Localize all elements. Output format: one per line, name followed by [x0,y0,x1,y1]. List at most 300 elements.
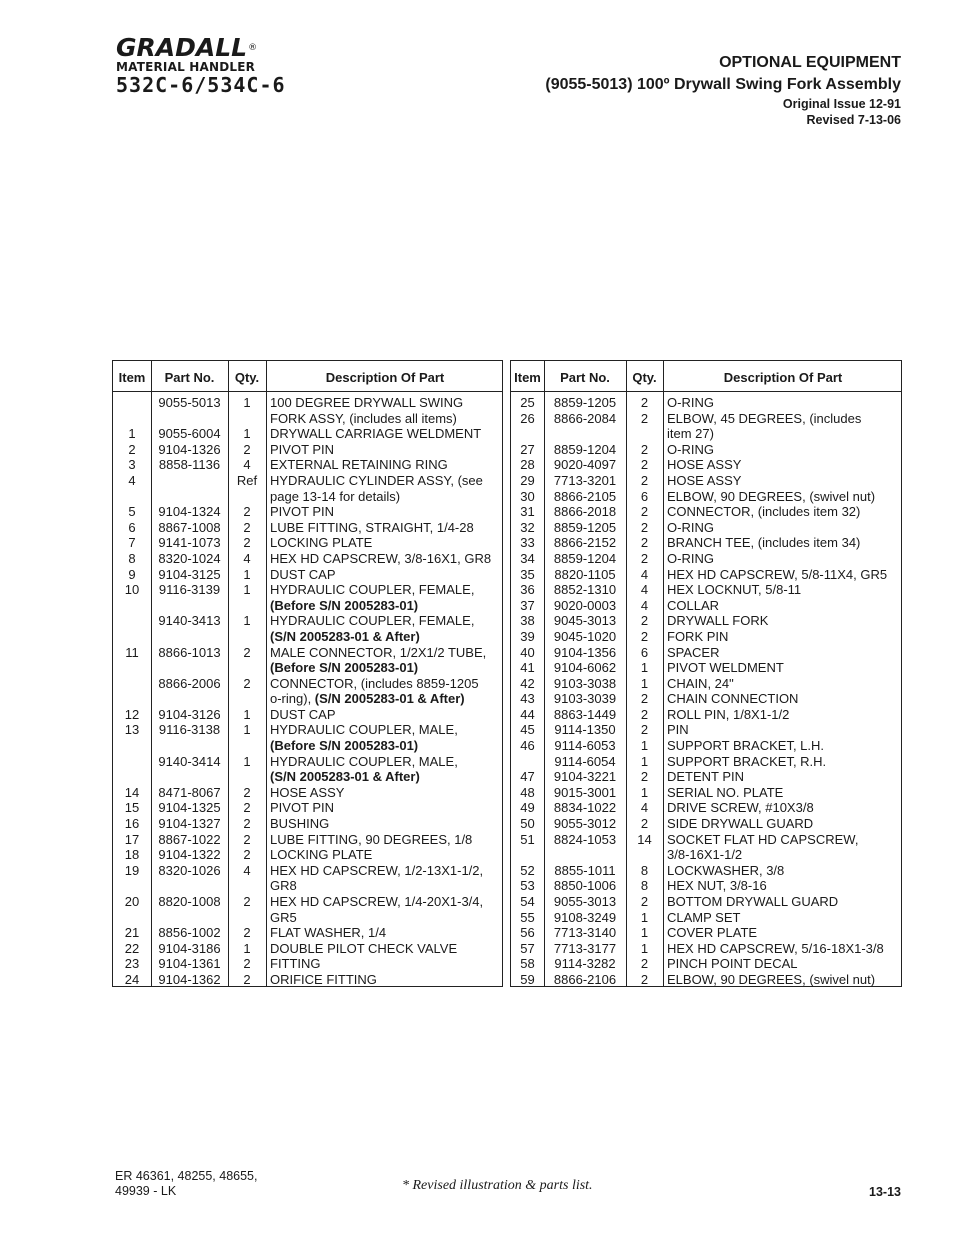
description-text: LOCKING PLATE [270,535,373,551]
part-number-cell: 9045-1020 [553,628,617,644]
quantity-cell: 2 [243,831,251,847]
description-cell [270,847,372,863]
quantity-cell: 2 [640,519,649,535]
quantity-cell: 1 [640,738,649,754]
quantity-cell: 2 [640,457,649,473]
table-row [511,504,901,520]
table-row [511,489,901,505]
part-number-cell: 8867-1008 [158,519,221,535]
table-row [511,972,901,988]
quantity-cell: 2 [640,550,649,566]
table-row [511,535,901,551]
quantity-cell: 2 [640,504,649,520]
part-number-cell: 9141-1073 [158,535,221,551]
part-number-cell: 9108-3249 [553,909,617,925]
description-cell [667,832,858,848]
item-cell: 8 [128,550,136,566]
item-cell: 30 [520,488,535,504]
item-cell: 44 [520,706,535,722]
item-cell: 20 [124,894,140,909]
table-row [113,847,502,863]
description-text: O-RING [667,395,714,410]
quantity-cell: 4 [243,550,251,566]
description-text: GR5 [270,909,297,925]
table-row [113,442,502,458]
description-text: CONNECTOR, (includes item 32) [667,504,861,520]
quantity-cell: 2 [640,410,649,426]
description-cell [270,941,457,957]
table-row [113,473,502,489]
table-row [511,785,901,801]
description-cell [667,676,734,692]
description-cell [270,878,297,894]
description-cell [667,551,714,567]
item-cell: 39 [520,628,535,644]
description-text: LUBE FITTING, 90 DEGREES, 1/8 [270,831,473,847]
description-text: PIN [667,722,689,738]
table-row [113,863,502,879]
description-text: HOSE ASSY [270,784,345,800]
part-number-cell: 9045-3013 [553,613,617,629]
description-text: SERIAL NO. PLATE [667,784,784,800]
quantity-cell: 2 [640,613,649,629]
part-number-cell: 8834-1022 [553,800,617,816]
description-text: DUST CAP [270,706,336,722]
description-cell [667,863,784,879]
description-text: DETENT PIN [667,769,745,785]
part-number-cell: 8866-2152 [553,535,617,551]
page-number: 13-13 [869,1185,901,1199]
description-text: SIDE DRYWALL GUARD [667,816,814,832]
part-number-cell: 9055-5013 [158,395,221,410]
quantity-cell: 2 [640,691,649,707]
table-row [511,910,901,926]
table-row [511,629,901,645]
quantity-cell: 2 [243,675,251,691]
description-cell [270,676,479,692]
part-number-cell: 7713-3177 [553,940,617,956]
description-cell [667,489,875,505]
table-body [113,395,502,988]
description-cell [667,707,789,723]
table-body [511,395,901,988]
description-cell [667,691,798,707]
description-text: HEX HD CAPSCREW, 1/4-20X1-3/4, [270,894,484,909]
description-cell [667,442,714,458]
description-text: DRIVE SCREW, #10X3/8 [667,800,814,816]
quantity-cell: 2 [243,847,251,863]
table-row [113,925,502,941]
description-text: HEX NUT, 3/8-16 [667,878,767,894]
table-row [511,878,901,894]
item-cell: 36 [520,582,535,598]
description-text: SPACER [667,644,720,660]
revision-note: * Revised illustration & parts list. [402,1178,593,1193]
description-cell [270,769,420,785]
description-cell [270,800,334,816]
table-row [511,863,901,879]
description-text: HYDRAULIC COUPLER, MALE, [270,753,458,769]
description-cell [270,645,486,661]
quantity-cell: 1 [640,753,649,769]
quantity-cell: 1 [640,784,649,800]
part-number-cell: 9104-1322 [158,847,221,863]
quantity-cell: 2 [243,644,251,660]
quantity-cell: 2 [640,769,649,785]
quantity-cell: 14 [637,831,652,847]
table-row [511,426,901,442]
part-number-cell: 9055-6004 [158,426,221,442]
part-number-cell: 8867-1022 [158,831,221,847]
description-text: DRYWALL FORK [667,613,769,629]
description-cell [667,769,744,785]
part-number-cell: 8820-1008 [158,894,221,909]
table-row [113,613,502,629]
item-cell: 10 [124,582,140,598]
description-cell [667,629,728,645]
table-row [113,754,502,770]
description-cell [667,972,875,988]
parts-table-right [510,360,902,987]
description-cell [270,660,418,676]
description-text: HYDRAULIC COUPLER, FEMALE, [270,582,475,598]
quantity-cell: 2 [243,971,251,987]
table-row [511,411,901,427]
table-row [113,645,502,661]
item-cell: 54 [520,894,535,909]
table-row [511,941,901,957]
part-number-cell: 8859-1204 [553,550,617,566]
part-number-cell: 9104-1361 [158,956,221,972]
item-cell: 50 [520,816,535,832]
description-cell [667,613,768,629]
description-text: FORK PIN [667,628,729,644]
part-number-cell: 9055-3013 [553,894,617,909]
quantity-cell: 4 [640,597,649,613]
item-cell: 33 [520,535,535,551]
part-number-cell: 9104-1362 [158,971,221,987]
description-cell [667,738,824,754]
item-cell: 23 [124,956,140,972]
description-cell [270,457,448,473]
description-cell [270,504,334,520]
part-number-cell: 9140-3413 [158,613,221,629]
part-number-cell: 9140-3414 [158,753,221,769]
col-header-desc: Description Of Part [325,370,445,385]
quantity-cell: 2 [243,956,251,972]
quantity-cell: 1 [640,925,649,941]
quantity-cell: 1 [243,395,251,410]
description-cell [270,629,420,645]
quantity-cell: Ref [236,472,258,488]
table-row [113,535,502,551]
description-text: LOCKWASHER, 3/8 [667,862,785,878]
description-text: CHAIN CONNECTION [667,691,799,707]
part-number-cell: 9114-3282 [554,956,616,972]
table-row [511,956,901,972]
table-row [511,676,901,692]
table-row [113,489,502,505]
item-cell: 28 [520,457,535,473]
item-cell: 27 [520,441,535,457]
description-text: PIVOT PIN [270,504,335,520]
description-text: HYDRAULIC COUPLER, FEMALE, [270,613,475,629]
description-text: COVER PLATE [667,925,758,941]
item-cell: 19 [124,862,140,878]
description-text: PIVOT WELDMENT [667,660,784,676]
description-text: BRANCH TEE, (includes item 34) [667,535,861,551]
col-header-item: Item [118,370,146,385]
quantity-cell: 6 [640,644,649,660]
table-row [113,504,502,520]
description-cell [270,925,386,941]
assembly-title: (9055-5013) 100º Drywall Swing Fork Assembly [545,76,901,93]
description-cell [270,613,474,629]
item-cell: 43 [520,691,535,707]
part-number-cell: 8866-1013 [158,644,221,660]
table-row [113,941,502,957]
part-number-cell: 8866-2106 [553,971,617,987]
er-line-1: ER 46361, 48255, 48655, [115,1169,258,1183]
description-text: HOSE ASSY [667,457,742,473]
serial-number-note: (S/N 2005283-01 & After) [270,769,420,785]
item-cell: 56 [520,925,535,941]
part-number-cell: 8859-1205 [553,519,617,535]
quantity-cell: 8 [640,862,649,878]
description-text: ELBOW, 90 DEGREES, (swivel nut) [667,488,876,504]
part-number-cell: 8824-1053 [553,831,617,847]
item-cell: 35 [520,566,535,582]
description-text: page 13-14 for details) [270,488,401,504]
table-row [511,738,901,754]
item-cell: 6 [128,519,136,535]
quantity-cell: 2 [640,894,649,909]
part-number-cell: 8471-8067 [158,784,221,800]
table-row [113,395,502,411]
serial-number-note: (S/N 2005283-01 & After) [314,691,465,707]
item-cell: 16 [124,816,140,832]
item-cell: 59 [520,971,535,987]
description-text: LUBE FITTING, STRAIGHT, 1/4-28 [270,519,474,535]
description-text: O-RING [667,519,714,535]
quantity-cell: 2 [640,816,649,832]
description-text: CHAIN, 24" [667,675,734,691]
table-row [511,832,901,848]
quantity-cell: 2 [243,441,251,457]
serial-number-note: (Before S/N 2005283-01) [270,597,419,613]
table-row [511,598,901,614]
quantity-cell: 1 [243,753,251,769]
item-cell: 46 [520,738,535,754]
description-text: 100 DEGREE DRYWALL SWING [270,395,464,410]
table-row [113,426,502,442]
item-cell: 26 [520,410,535,426]
quantity-cell: 2 [243,925,251,941]
description-text: MALE CONNECTOR, 1/2X1/2 TUBE, [270,644,487,660]
item-cell: 53 [520,878,535,894]
col-header-desc: Description Of Part [723,370,843,385]
description-text: HOSE ASSY [667,472,742,488]
table-row [511,769,901,785]
product-line: MATERIAL HANDLER [116,60,256,74]
serial-number-note: (Before S/N 2005283-01) [270,660,419,676]
quantity-cell: 2 [640,535,649,551]
item-cell: 22 [124,940,140,956]
item-cell: 2 [128,441,136,457]
item-cell: 55 [520,909,535,925]
table-row [113,785,502,801]
quantity-cell: 1 [243,722,251,738]
quantity-cell: 1 [640,940,649,956]
item-cell: 5 [128,504,136,520]
item-cell: 18 [124,847,140,863]
item-cell: 47 [520,769,535,785]
description-text: GR8 [270,878,297,894]
table-row [113,629,502,645]
part-number-cell: 8859-1204 [553,441,617,457]
part-number-cell: 8866-2006 [158,675,221,691]
quantity-cell: 2 [243,816,251,832]
part-number-cell: 8852-1310 [553,582,617,598]
quantity-cell: 2 [243,800,251,816]
table-row [113,582,502,598]
description-cell [270,598,418,614]
part-number-cell: 9104-1324 [158,504,221,520]
part-number-cell: 9103-3039 [553,691,617,707]
description-cell [667,598,719,614]
table-row [511,613,901,629]
part-number-cell: 8855-1011 [554,862,616,878]
part-number-cell: 9015-3001 [553,784,617,800]
description-text: PIVOT PIN [270,441,335,457]
description-text: o-ring), [270,691,315,707]
description-cell [270,738,418,754]
serial-number-note: (Before S/N 2005283-01) [270,738,419,754]
part-number-cell: 8320-1026 [158,862,221,878]
table-row [511,894,901,910]
table-row [113,520,502,536]
quantity-cell: 2 [640,956,649,972]
part-number-cell: 9020-4097 [553,457,617,473]
table-row [511,707,901,723]
description-cell [667,582,801,598]
quantity-cell: 8 [640,878,649,894]
description-cell [667,535,860,551]
description-text: BOTTOM DRYWALL GUARD [667,894,839,909]
part-number-cell: 8858-1136 [158,457,221,473]
description-text: HEX LOCKNUT, 5/8-11 [667,582,802,598]
table-row [113,457,502,473]
quantity-cell: 2 [640,628,649,644]
parts-table-left [112,360,503,987]
part-number-cell: 9020-0003 [553,597,617,613]
description-cell [667,785,783,801]
part-number-cell: 8866-2018 [553,504,617,520]
table-row [113,738,502,754]
description-text: HYDRAULIC COUPLER, MALE, [270,722,458,738]
table-row [511,442,901,458]
table-row [511,847,901,863]
quantity-cell: 1 [640,675,649,691]
table-row [113,551,502,567]
table-row [113,972,502,988]
part-number-cell: 9104-1327 [158,816,221,832]
section-title: OPTIONAL EQUIPMENT [719,54,901,71]
item-cell: 12 [124,706,140,722]
description-text: DUST CAP [270,566,336,582]
description-text: O-RING [667,441,714,457]
description-cell [270,473,483,489]
table-row [113,411,502,427]
description-cell [667,504,860,520]
model-number: 532C-6/534C-6 [116,73,286,97]
description-text: PIVOT PIN [270,800,335,816]
quantity-cell: 1 [243,426,251,442]
item-cell: 29 [520,472,535,488]
table-row [113,769,502,785]
quantity-cell: 1 [640,660,649,676]
quantity-cell: 1 [243,706,251,722]
description-text: HEX HD CAPSCREW, 5/8-11X4, GR5 [667,566,888,582]
part-number-cell: 9103-3038 [553,675,617,691]
item-cell: 52 [520,862,535,878]
description-text: SUPPORT BRACKET, R.H. [667,753,827,769]
description-cell [270,582,474,598]
quantity-cell: 2 [243,894,251,909]
table-row [113,800,502,816]
quantity-cell: 4 [243,862,251,878]
table-row [113,567,502,583]
part-number-cell: 8866-2105 [553,488,617,504]
description-cell [270,426,481,442]
part-number-cell: 8856-1002 [158,925,221,941]
description-text: COLLAR [667,597,720,613]
description-cell [270,489,400,505]
description-cell [667,722,689,738]
part-number-cell: 9116-3138 [158,722,221,738]
description-cell [270,395,463,411]
quantity-cell: 2 [640,971,649,987]
table-row [511,925,901,941]
quantity-cell: 6 [640,488,649,504]
description-cell [667,754,826,770]
description-cell [270,956,321,972]
description-cell [270,754,458,770]
table-row [511,473,901,489]
description-cell [270,832,472,848]
item-cell: 24 [124,971,140,987]
description-cell [667,395,714,411]
part-number-cell: 9104-3186 [158,940,221,956]
description-cell [270,972,377,988]
description-text: CLAMP SET [667,909,741,925]
description-cell [270,551,491,567]
item-cell: 9 [128,566,136,582]
description-cell [270,707,336,723]
registered-mark: ® [248,43,258,53]
quantity-cell: 1 [243,566,251,582]
item-cell: 37 [520,597,535,613]
table-row [113,832,502,848]
description-cell [667,411,861,427]
description-text: EXTERNAL RETAINING RING [270,457,448,473]
description-text: DRYWALL CARRIAGE WELDMENT [270,426,482,442]
quantity-cell: 4 [243,457,251,473]
description-cell [667,847,742,863]
item-cell: 41 [520,660,535,676]
part-number-cell: 8820-1105 [554,566,616,582]
table-row [511,691,901,707]
